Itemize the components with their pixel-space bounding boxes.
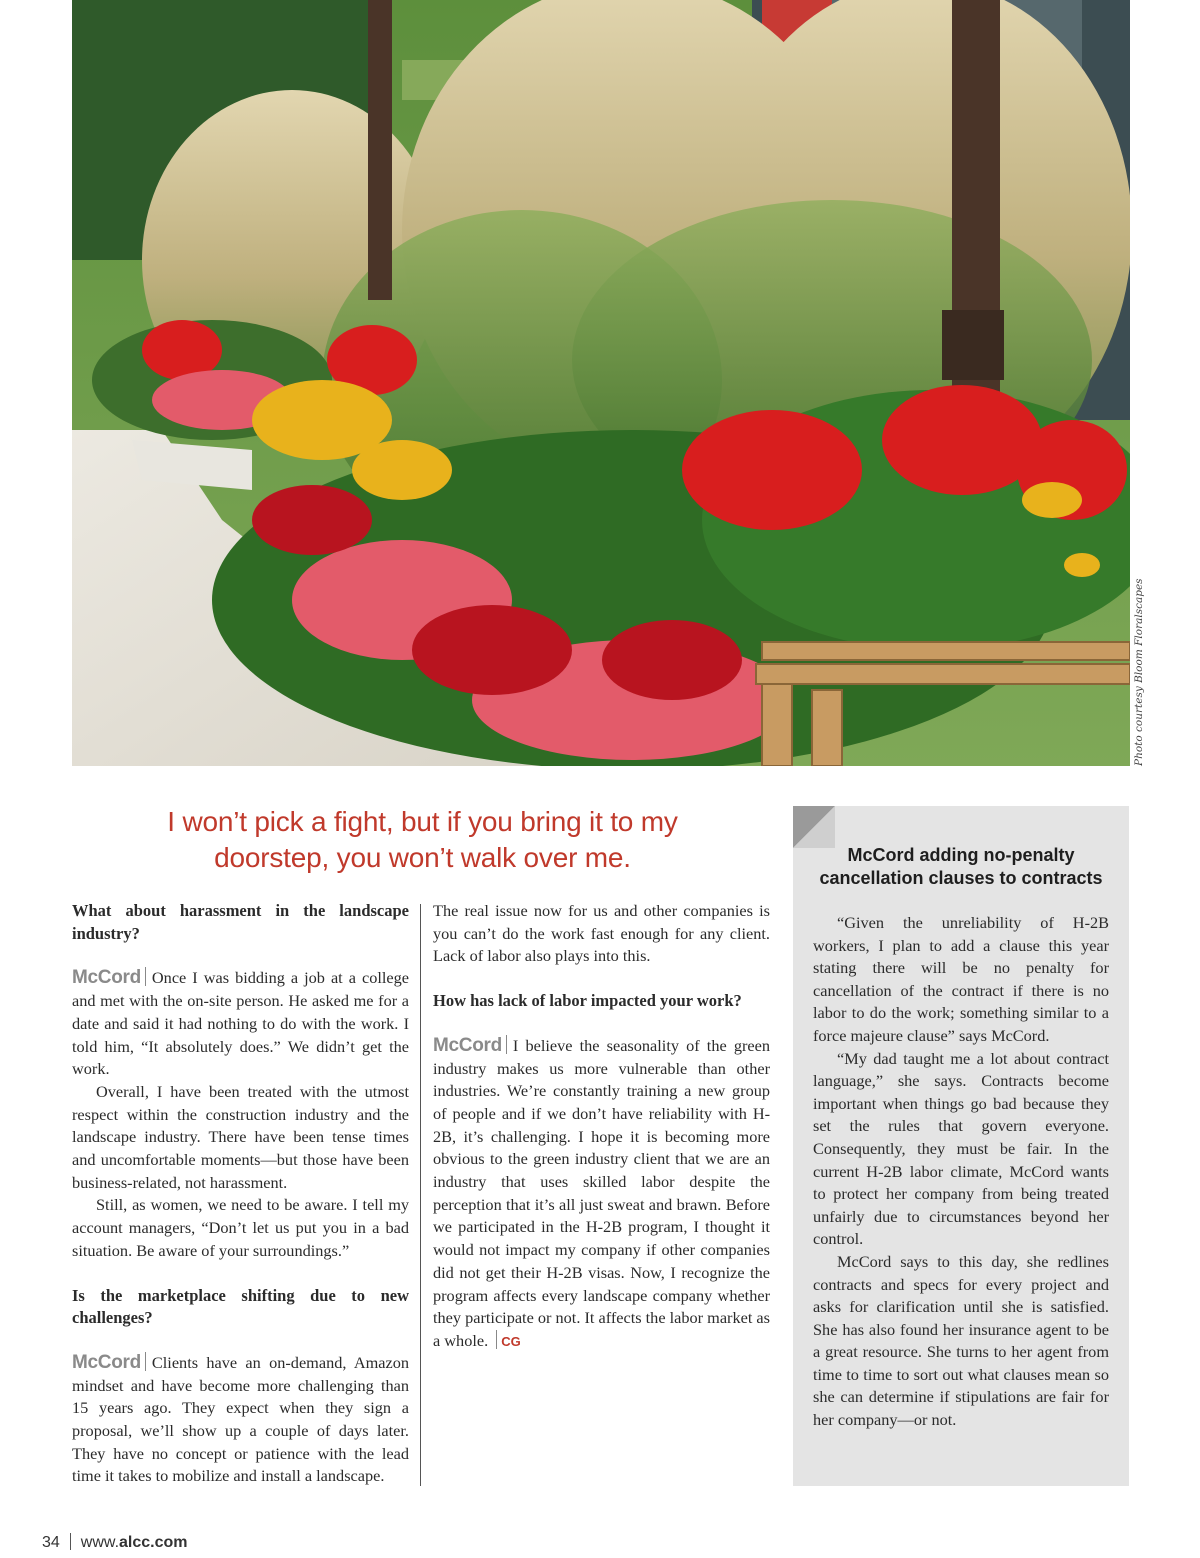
speaker-label: McCord bbox=[72, 967, 141, 989]
answer-marketplace: McCord Clients have an on-demand, Amazon mindset and have become more challenging than 15 years ago. They expect when they sign a proposal, we’ll show up a couple of days later. They have no concept or patience with the lead time it takes to mobilize and install a landscape. bbox=[72, 1351, 409, 1486]
sidebar-title: McCord adding no-penalty cancellation clauses to contracts bbox=[819, 845, 1103, 888]
article-column-1 bbox=[72, 900, 409, 1488]
question-labor: How has lack of labor impacted your work? bbox=[433, 991, 742, 1011]
speaker-separator bbox=[145, 1352, 146, 1371]
speaker-separator bbox=[506, 1035, 507, 1054]
photo-credit: Photo courtesy Bloom Floralscapes bbox=[1133, 578, 1145, 766]
answer-labor: McCord I believe the seasonality of the green industry makes us more vulnerable than other industries. We’re constantly training a new group of people and if we don’t have reliability with H-2B, it’s challenging. I hope it is becoming more obvious to the green industry client that we are an industry that uses skilled labor despite the perception that it’s all just sweat and brawn. Before we participated in the H-2B program, I thought it would not impact my company if other companies did not get their H-2B visas. Now, I recognize the program affects every landscape company whether they participate or not. It affects the labor market as a whole. CG bbox=[433, 1034, 770, 1350]
answer-harassment-p3: Still, as women, we need to be aware. I tell my account managers, “Don’t let us put you in a bad situation. Be aware of your surroundings.” bbox=[72, 1195, 409, 1260]
speaker-label: McCord bbox=[433, 1034, 502, 1056]
sidebar-paragraph: McCord says to this day, she redlines contracts and specs for every project and asks for clarification until she is satisfied. She has also found her insurance agent to be a great resource. She turns to her agent from time to time to sort out what clauses mean so she can determine if stipulations are fair for her company—or not. bbox=[813, 1251, 1109, 1430]
sidebar-box bbox=[779, 806, 1129, 1486]
sidebar-paragraph: “My dad taught me a lot about contract language,” she says. Contracts become important when things go bad because they set the rules that govern everyone. Consequently, they must be fair. In the current H-2B labor climate, McCord wants to protect her company from being treated unfairly due to circumstances beyond her control. bbox=[813, 1048, 1109, 1249]
hero-photo bbox=[72, 0, 1130, 766]
page-footer bbox=[42, 1533, 188, 1552]
end-mark: CG bbox=[501, 1333, 521, 1349]
sidebar-paragraph: “Given the unreliability of H-2B workers, I plan to add a clause this year stating there will be no penalty for cancellation of the contract if there is no labor to do the work; something similar to a force majeure clause” says McCord. bbox=[813, 913, 1109, 1045]
page-number: 34 bbox=[42, 1534, 60, 1551]
pull-quote-line2: doorstep, you won’t walk over me. bbox=[214, 842, 631, 873]
footer-url[interactable]: www.alcc.com bbox=[80, 1534, 188, 1551]
question-harassment: What about harassment in the landscape industry? bbox=[72, 901, 409, 943]
answer-harassment-p2: Overall, I have been treated with the utmost respect within the construction industry and the landscape industry. There have been tense times and uncomfortable moments—but those have been business-related, not harassment. bbox=[72, 1081, 409, 1192]
pull-quote bbox=[100, 804, 745, 876]
question-marketplace: Is the marketplace shifting due to new challenges? bbox=[72, 1285, 409, 1328]
article-column-2-flow bbox=[433, 900, 770, 1354]
garden-bed-illustration bbox=[72, 0, 1130, 766]
speaker-separator bbox=[145, 967, 146, 986]
footer-separator bbox=[70, 1533, 71, 1550]
speaker-label: McCord bbox=[72, 1351, 141, 1373]
marketplace-continuation: The real issue now for us and other companies is you can’t do the work fast enough for any client. Lack of labor also plays into this. bbox=[433, 901, 770, 966]
end-separator bbox=[496, 1330, 497, 1349]
sidebar-body bbox=[813, 912, 1109, 1432]
pull-quote-line1: I won’t pick a fight, but if you bring it to my bbox=[167, 806, 678, 837]
column-divider bbox=[420, 904, 421, 1486]
answer-harassment-p1: McCord Once I was bidding a job at a college and met with the on-site person. He asked me for a date and said it had nothing to do with the work. I told him, “It absolutely does.” We didn’t get the work. bbox=[72, 967, 409, 1079]
